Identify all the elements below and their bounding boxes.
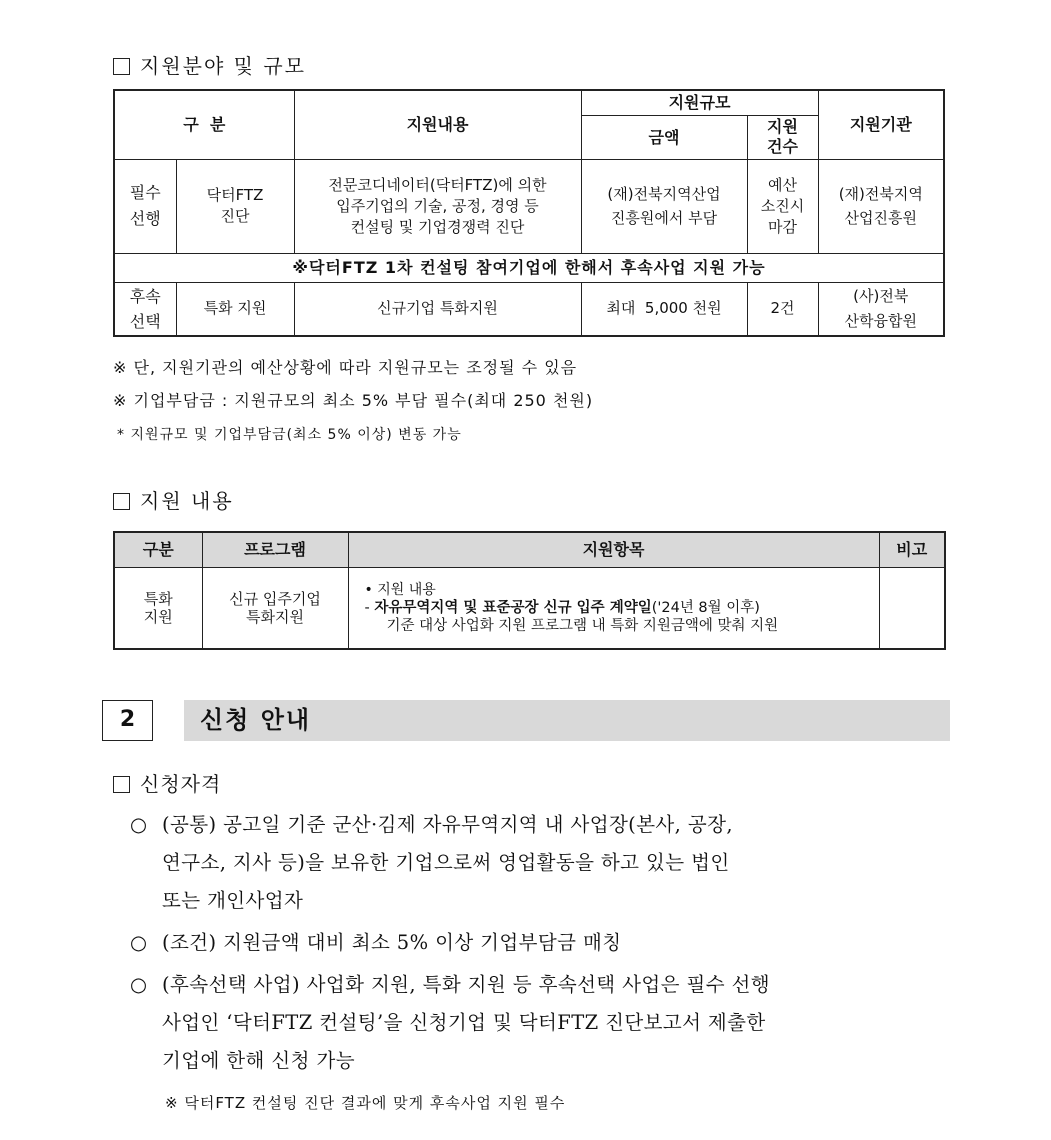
checkbox-square-icon bbox=[113, 493, 130, 510]
section-heading-eligibility bbox=[113, 768, 221, 797]
row2-agency: (사)전북 산학융합원 bbox=[818, 282, 944, 336]
eligibility-line: ○ (후속선택 사업) 사업화 지원, 특화 지원 등 후속선택 사업은 필수 선행 bbox=[130, 966, 950, 1004]
row2-count: 2건 bbox=[747, 282, 818, 336]
eligibility-item-followup bbox=[130, 966, 950, 1080]
note-variation: * 지원규모 및 기업부담금(최소 5% 이상) 변동 가능 bbox=[117, 427, 462, 443]
row1-agency: (재)전북지역 산업진흥원 bbox=[818, 159, 944, 253]
header-category: 구분 bbox=[114, 532, 202, 567]
row-category: 특화 지원 bbox=[114, 567, 202, 649]
row2-amount: 최대 5,000 천원 bbox=[581, 282, 747, 336]
eligibility-line: 또는 개인사업자 bbox=[162, 889, 304, 912]
header-category: 구 분 bbox=[114, 90, 294, 159]
bullet-support-content: • 지원 내용 bbox=[364, 581, 436, 598]
eligibility-item-condition bbox=[130, 924, 950, 962]
note-burden: ※ 기업부담금 : 지원규모의 최소 5% 부담 필수(최대 250 천원) bbox=[113, 391, 594, 410]
row2-name: 특화 지원 bbox=[176, 282, 294, 336]
circle-bullet-icon: ○ bbox=[130, 931, 148, 954]
eligibility-footnote: ※ 닥터FTZ 컨설팅 진단 결과에 맞게 후속사업 지원 필수 bbox=[165, 1094, 566, 1112]
chapter-number: 2 bbox=[102, 700, 153, 741]
header-count: 지원 건수 bbox=[747, 115, 818, 159]
circle-bullet-icon: ○ bbox=[130, 813, 148, 836]
circle-bullet-icon: ○ bbox=[130, 973, 148, 996]
header-program: 프로그램 bbox=[202, 532, 348, 567]
support-detail-line1: - 자유무역지역 및 표준공장 신규 입주 계약일('24년 8월 이후) bbox=[364, 599, 760, 616]
support-content-table bbox=[113, 531, 946, 650]
header-items: 지원항목 bbox=[348, 532, 879, 567]
support-detail-line2: 기준 대상 사업화 지원 프로그램 내 특화 지원금액에 맞춰 지원 bbox=[386, 617, 779, 634]
checkbox-square-icon bbox=[113, 776, 130, 793]
section-heading-text: 지원 내용 bbox=[140, 489, 234, 513]
eligibility-line: 연구소, 지사 등)을 보유한 기업으로써 영업활동을 하고 있는 법인 bbox=[162, 851, 730, 874]
section-heading-support-scale bbox=[113, 50, 306, 79]
header-remark: 비고 bbox=[879, 532, 945, 567]
support-detail-date: ('24년 8월 이후) bbox=[651, 599, 760, 616]
followup-notice: ※닥터FTZ 1차 컨설팅 참여기업에 한해서 후속사업 지원 가능 bbox=[114, 253, 944, 282]
checkbox-square-icon bbox=[113, 58, 130, 75]
eligibility-line: 사업인 ‘닥터FTZ 컨설팅’을 신청기업 및 닥터FTZ 진단보고서 제출한 bbox=[162, 1011, 766, 1034]
row-program: 신규 입주기업 특화지원 bbox=[202, 567, 348, 649]
row-remark bbox=[879, 567, 945, 649]
chapter-title: 신청 안내 bbox=[200, 706, 312, 734]
row2-type: 후속 선택 bbox=[114, 282, 176, 336]
eligibility-line: ○ (공통) 공고일 기준 군산·김제 자유무역지역 내 사업장(본사, 공장, bbox=[130, 806, 950, 844]
eligibility-line: ○ (조건) 지원금액 대비 최소 5% 이상 기업부담금 매칭 bbox=[130, 924, 950, 962]
row1-type: 필수 선행 bbox=[114, 159, 176, 253]
row-support-items bbox=[348, 567, 879, 649]
support-scale-table bbox=[113, 89, 945, 337]
eligibility-line: 기업에 한해 신청 가능 bbox=[162, 1049, 355, 1072]
support-detail-bold: 자유무역지역 및 표준공장 신규 입주 계약일 bbox=[374, 599, 652, 616]
header-content: 지원내용 bbox=[294, 90, 581, 159]
eligibility-item-common bbox=[130, 806, 950, 920]
header-scale: 지원규모 bbox=[581, 90, 818, 115]
section-heading-text: 지원분야 및 규모 bbox=[140, 54, 306, 78]
row1-content: 전문코디네이터(닥터FTZ)에 의한 입주기업의 기술, 공정, 경영 등 컨설팅 및 기업경쟁력 진단 bbox=[294, 159, 581, 253]
row1-amount: (재)전북지역산업 진흥원에서 부담 bbox=[581, 159, 747, 253]
row2-content: 신규기업 특화지원 bbox=[294, 282, 581, 336]
note-budget: ※ 단, 지원기관의 예산상황에 따라 지원규모는 조정될 수 있음 bbox=[113, 358, 578, 377]
row1-count: 예산 소진시 마감 bbox=[747, 159, 818, 253]
section-heading-text: 신청자격 bbox=[140, 772, 222, 796]
section-heading-support-content bbox=[113, 485, 234, 514]
row1-name: 닥터FTZ 진단 bbox=[176, 159, 294, 253]
header-amount: 금액 bbox=[581, 115, 747, 159]
header-agency: 지원기관 bbox=[818, 90, 944, 159]
